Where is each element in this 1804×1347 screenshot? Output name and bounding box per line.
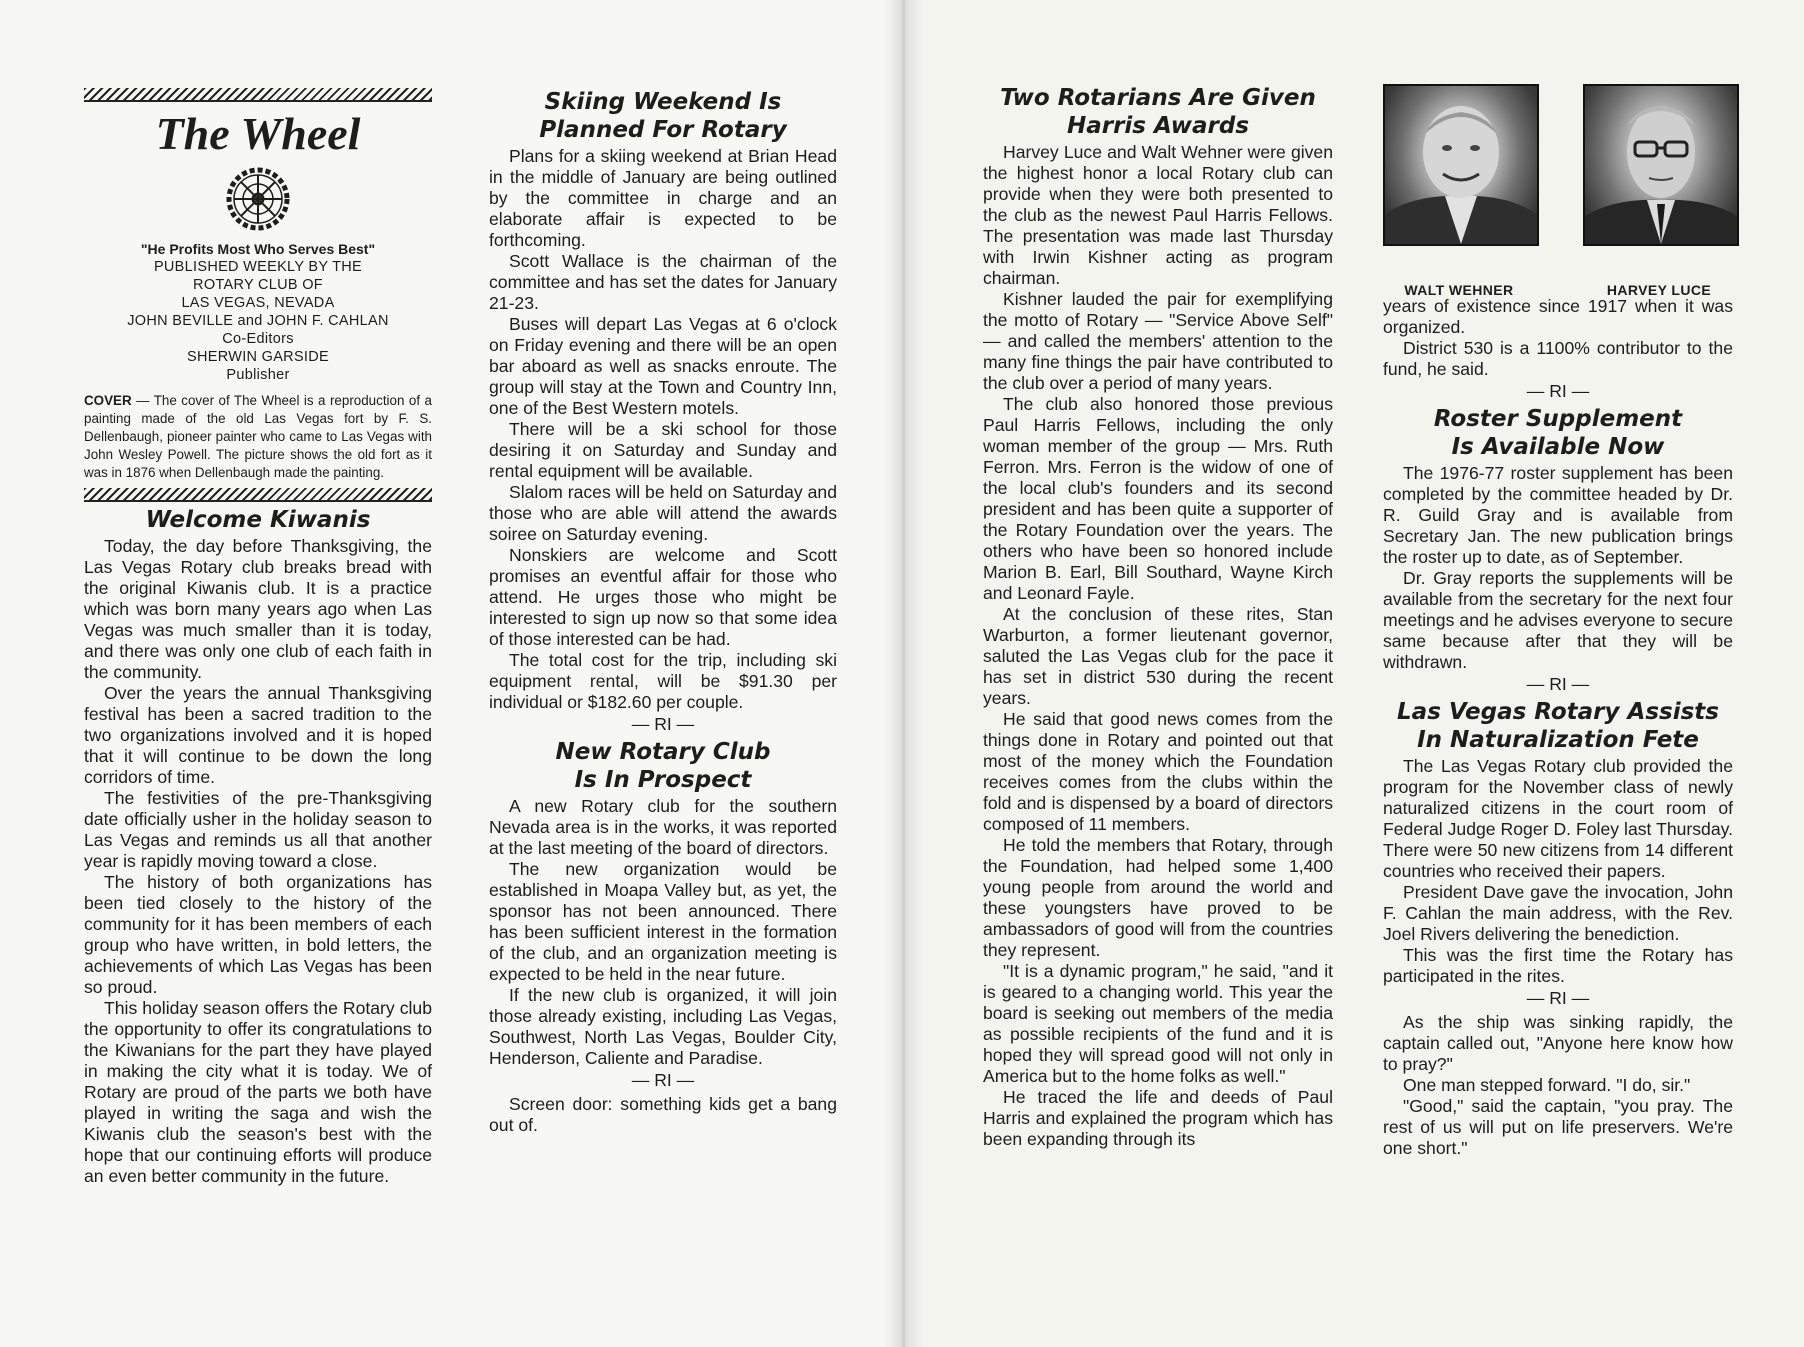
harris-continued-paragraph: District 530 is a 1100% contributor to the fund, he said. <box>1383 338 1733 379</box>
rotary-wheel-icon <box>223 164 293 234</box>
masthead-club: ROTARY CLUB OF <box>193 277 323 293</box>
harris-headline-line-2: Harris Awards <box>1066 113 1250 139</box>
roster-body <box>1383 463 1733 673</box>
column-2 <box>489 88 837 1136</box>
masthead-publisher: SHERWIN GARSIDE <box>186 349 329 365</box>
masthead <box>84 88 432 502</box>
caption-walt-wehner: WALT WEHNER <box>1404 282 1514 298</box>
new-club-headline-line-2: Is In Prospect <box>574 767 752 793</box>
harris-paragraph: He traced the life and deeds of Paul Harris and explained the program which has been expanding through its <box>983 1087 1333 1149</box>
harris-body <box>983 142 1333 1150</box>
roster-paragraph: Dr. Gray reports the supplements will be available from the secretary for the next four meetings and he advises everyone to secure same because after that they will be withdrawn. <box>1383 568 1733 672</box>
kiwanis-paragraph: This holiday season offers the Rotary club the opportunity to offer its congratulations to the Kiwanians for the part they have played in making the city what it is today. We of Rotary are proud of the parts we both have played in writing the saga and wish the Kiwanis club the season's best with the hope that our continuing efforts will produce an even better community in the future. <box>84 998 432 1186</box>
harris-headline <box>983 84 1333 140</box>
skiing-paragraph: Slalom races will be held on Saturday and those who are able will attend the awards soiree on Saturday evening. <box>489 482 837 544</box>
masthead-motto: "He Profits Most Who Serves Best" <box>140 241 376 257</box>
harris-paragraph: He told the members that Rotary, through the Foundation, had helped some 1,400 young people from around the world and these youngsters have proved to be ambassadors of good will from the countries they represent. <box>983 835 1333 960</box>
cover-note <box>84 392 432 482</box>
skiing-headline <box>489 88 837 144</box>
masthead-published: PUBLISHED WEEKLY BY THE <box>153 259 363 275</box>
kiwanis-paragraph: The festivities of the pre-Thanksgiving date officially usher in the holiday season to Las Vegas and reminds us all that another year is rapidly moving toward a close. <box>84 788 432 871</box>
masthead-title: The Wheel <box>155 108 361 159</box>
harris-paragraph: Kishner lauded the pair for exemplifying the motto of Rotary — "Service Above Self" — and called the members' attention to the many fine things the pair have contributed to the club over a period of many years. <box>983 289 1333 393</box>
harris-paragraph: The club also honored those previous Paul Harris Fellows, including the only woman member of the group — Mrs. Ruth Ferron. Mrs. Ferron is the widow of one of the local club's founders and its second president and has been quite a supporter of the Rotary Foundation over the years. The others who have been so honored include Marion B. Earl, Bill Southard, Wayne Kirch and Leonard Fayle. <box>983 394 1333 603</box>
naturalization-headline-line-2: In Naturalization Fete <box>1417 727 1699 753</box>
new-club-headline-line-1: New Rotary Club <box>555 739 771 765</box>
left-page <box>0 0 900 1347</box>
skiing-paragraph: There will be a ski school for those desiring it on Saturday and Sunday and rental equipment will be available. <box>489 419 837 481</box>
skiing-paragraph: Scott Wallace is the chairman of the committee and has set the dates for January 21-23. <box>489 251 837 313</box>
ship-joke-paragraph: "Good," said the captain, "you pray. The rest of us will put on life preservers. We're one short." <box>1383 1096 1733 1158</box>
harris-paragraph: He said that good news comes from the things done in Rotary and pointed out that most of the money which the Foundation receives comes from the clubs within the fold and is dispensed by a board of directors composed of 11 members. <box>983 709 1333 834</box>
new-club-paragraph: A new Rotary club for the southern Nevada area is in the works, it was reported at the last meeting of the board of directors. <box>489 796 837 858</box>
ri-separator: — RI — <box>1526 381 1590 401</box>
kiwanis-headline: Welcome Kiwanis <box>145 507 371 533</box>
roster-headline-line-2: Is Available Now <box>1451 434 1665 460</box>
skiing-paragraph: The total cost for the trip, including ski equipment rental, will be $91.30 per individual or $182.60 per couple. <box>489 650 837 712</box>
harvey-luce-photo <box>1583 84 1739 246</box>
masthead-editors-role: Co-Editors <box>222 331 294 347</box>
harris-paragraph: "It is a dynamic program," he said, "and it is geared to a changing world. This year the board is seeking out members of the media as possible recipients of the fund and it is hoped they will spread good will not only in America but to the home folks as well." <box>983 961 1333 1086</box>
new-club-paragraph: The new organization would be established in Moapa Valley but, as yet, the sponsor has not been announced. There has been sufficient interest in the formation of the club, and an organization meeting is expected to be held in the near future. <box>489 859 837 984</box>
roster-paragraph: The 1976-77 roster supplement has been completed by the committee headed by Dr. R. Guild Gray and is available from Secretary Jan. The new publication brings the roster up to date, as of September. <box>1383 463 1733 567</box>
naturalization-paragraph: The Las Vegas Rotary club provided the program for the November class of newly naturalized citizens in the court room of Federal Judge Roger D. Foley last Thursday. There were 50 new citizens from 14 different countries who received their papers. <box>1383 756 1733 881</box>
skiing-paragraph: Buses will depart Las Vegas at 6 o'clock on Friday evening and there will be an open bar aboard as well as snacks enroute. The group will stay at the Town and Country Inn, one of the Best Western motels. <box>489 314 837 418</box>
kiwanis-body <box>84 536 432 1187</box>
naturalization-body <box>1383 756 1733 987</box>
column-3 <box>983 84 1333 1150</box>
skiing-paragraph: Plans for a skiing weekend at Brian Head in the middle of January are being outlined by the committee in charge and an elaborate affair is expected to be forthcoming. <box>489 146 837 250</box>
column-1 <box>84 88 432 1187</box>
new-club-paragraph: If the new club is organized, it will join those already existing, including Las Vegas, Southwest, North Las Vegas, Boulder City, Henderson, Caliente and Paradise. <box>489 985 837 1068</box>
skiing-headline-line-1: Skiing Weekend Is <box>544 89 782 115</box>
skiing-paragraph: Nonskiers are welcome and Scott promises an eventful affair for those who attend. He urges those who might be interested to sign up now so that some idea of those interested can be had. <box>489 545 837 649</box>
caption-harvey-luce: HARVEY LUCE <box>1606 282 1712 298</box>
harris-continued-paragraph: years of existence since 1917 when it was organized. <box>1383 296 1733 337</box>
kiwanis-paragraph: Over the years the annual Thanksgiving festival has been a sacred tradition to the two organizations involved and it is hoped that it will continue to be down the long corridors of time. <box>84 683 432 787</box>
new-club-body <box>489 796 837 1069</box>
cover-label: COVER <box>84 393 132 408</box>
naturalization-paragraph: President Dave gave the invocation, John F. Cahlan the main address, with the Rev. Joel Rivers delivering the benediction. <box>1383 882 1733 944</box>
masthead-bottom-border <box>84 488 432 502</box>
naturalization-headline-line-1: Las Vegas Rotary Assists <box>1397 699 1719 725</box>
portrait-luce-image <box>1585 86 1737 244</box>
naturalization-headline <box>1383 698 1733 754</box>
ri-separator: — RI — <box>1526 988 1590 1008</box>
harris-paragraph: Harvey Luce and Walt Wehner were given the highest honor a local Rotary club can provide when they were both presented to the club as the newest Paul Harris Fellows. The presentation was made last Thursday with Irwin Kishner acting as program chairman. <box>983 142 1333 288</box>
masthead-city: LAS VEGAS, NEVADA <box>181 295 335 311</box>
kiwanis-paragraph: The history of both organizations has been tied closely to the history of the community for it has been members of each group who have written, in bold letters, the achievements of which Las Vegas has been so proud. <box>84 872 432 997</box>
walt-wehner-photo <box>1383 84 1539 246</box>
portrait-row <box>1383 84 1733 296</box>
masthead-publisher-role: Publisher <box>226 367 290 383</box>
masthead-editors: JOHN BEVILLE and JOHN F. CAHLAN <box>127 313 389 329</box>
ship-joke-paragraph: As the ship was sinking rapidly, the captain called out, "Anyone here know how to pray?" <box>1383 1012 1733 1074</box>
naturalization-paragraph: This was the first time the Rotary has participated in the rites. <box>1383 945 1733 986</box>
ri-separator: — RI — <box>631 1070 695 1090</box>
screen-door-joke: Screen door: something kids get a bang out of. <box>489 1094 837 1135</box>
cover-text: — The cover of The Wheel is a reproduction of a painting made of the old Las Vegas fort by F. S. Dellenbaugh, pioneer painter who came to Las Vegas with John Wesley Powell. The picture shows the old fort as it was in 1876 when Dellenbaugh made the painting. <box>84 393 432 480</box>
roster-headline-line-1: Roster Supplement <box>1433 406 1683 432</box>
harris-headline-line-1: Two Rotarians Are Given <box>1000 85 1316 111</box>
harris-paragraph: At the conclusion of these rites, Stan Warburton, a former lieutenant governor, saluted the Las Vegas club for the pace it has set in district 530 during the recent years. <box>983 604 1333 708</box>
ri-separator: — RI — <box>631 714 695 734</box>
portrait-wehner-image <box>1385 86 1537 244</box>
ship-joke-paragraph: One man stepped forward. "I do, sir." <box>1403 1075 1691 1095</box>
column-4 <box>1383 84 1733 1159</box>
harris-continued <box>1383 296 1733 380</box>
new-club-headline <box>489 738 837 794</box>
skiing-body <box>489 146 837 713</box>
ship-joke <box>1383 1012 1733 1159</box>
skiing-headline-line-2: Planned For Rotary <box>539 117 787 143</box>
masthead-top-border <box>84 88 432 102</box>
kiwanis-paragraph: Today, the day before Thanksgiving, the Las Vegas Rotary club breaks bread with the original Kiwanis club. It is a practice which was born many years ago when Las Vegas was much smaller than it is today, and there was only one club of each faith in the community. <box>84 536 432 682</box>
ri-separator: — RI — <box>1526 674 1590 694</box>
roster-headline <box>1383 405 1733 461</box>
